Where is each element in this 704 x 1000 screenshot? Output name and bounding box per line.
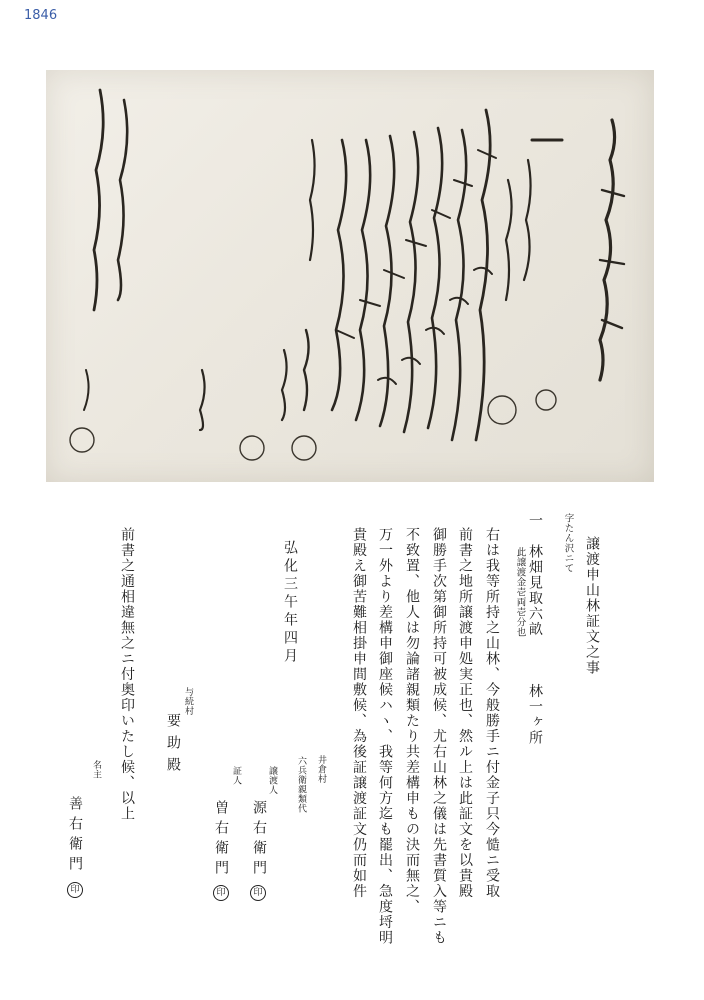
- witness-name: 曽右衛門: [213, 800, 229, 880]
- page-number: 1846: [24, 8, 58, 23]
- nanushi-name: 善右衛門: [67, 796, 83, 876]
- item-line: 一 林畑見取六畝 林一ヶ所: [527, 513, 543, 746]
- body-line-5: 万一外より差構申御座候ハヽ、我等何方迄も罷出、急度埒明: [377, 527, 393, 946]
- recipient-village: 与続村: [183, 687, 193, 716]
- witness-seal: 印: [213, 885, 229, 901]
- transferor-note: 六兵衛親類代: [296, 756, 306, 813]
- body-line-4: 不致置、他人は勿論諸親類たり共差構申もの決而無之、: [404, 527, 420, 915]
- document-photo: [46, 70, 654, 482]
- witness-role: 証人: [231, 766, 241, 785]
- body-line-1: 右は我等所持之山林、今般勝手ニ付金子只今慥ニ受取: [484, 527, 500, 899]
- document-date: 弘化三午年四月: [282, 540, 298, 666]
- nanushi-role: 名主: [91, 760, 101, 779]
- document-title: 譲渡申山林証文之事: [584, 536, 600, 676]
- body-line-2: 前書之地所譲渡申処実正也、然ル上は此証文を以貴殿: [457, 527, 473, 899]
- transferor-name: 源右衛門: [251, 800, 267, 880]
- nanushi-seal: 印: [67, 882, 83, 898]
- transferor-role: 譲渡人: [267, 766, 277, 795]
- handwritten-manuscript-image: [46, 70, 654, 482]
- item-note: 此譲渡金壱両壱分也: [514, 547, 526, 637]
- body-line-3: 御勝手次第御所持可被成候、尤右山林之儀は先書質入等ニも: [431, 527, 447, 946]
- body-line-6: 貴殿え御苦難相掛申間敷候、為後証譲渡証文仍而如件: [351, 527, 367, 899]
- recipient-name: 要助殿: [165, 713, 181, 779]
- item-prefix: 字たん沢ニて: [562, 513, 574, 573]
- transferor-seal: 印: [250, 885, 266, 901]
- postscript: 前書之通相違無之ニ付奥印いたし候、以上: [119, 527, 135, 822]
- village-name: 井倉村: [316, 755, 326, 784]
